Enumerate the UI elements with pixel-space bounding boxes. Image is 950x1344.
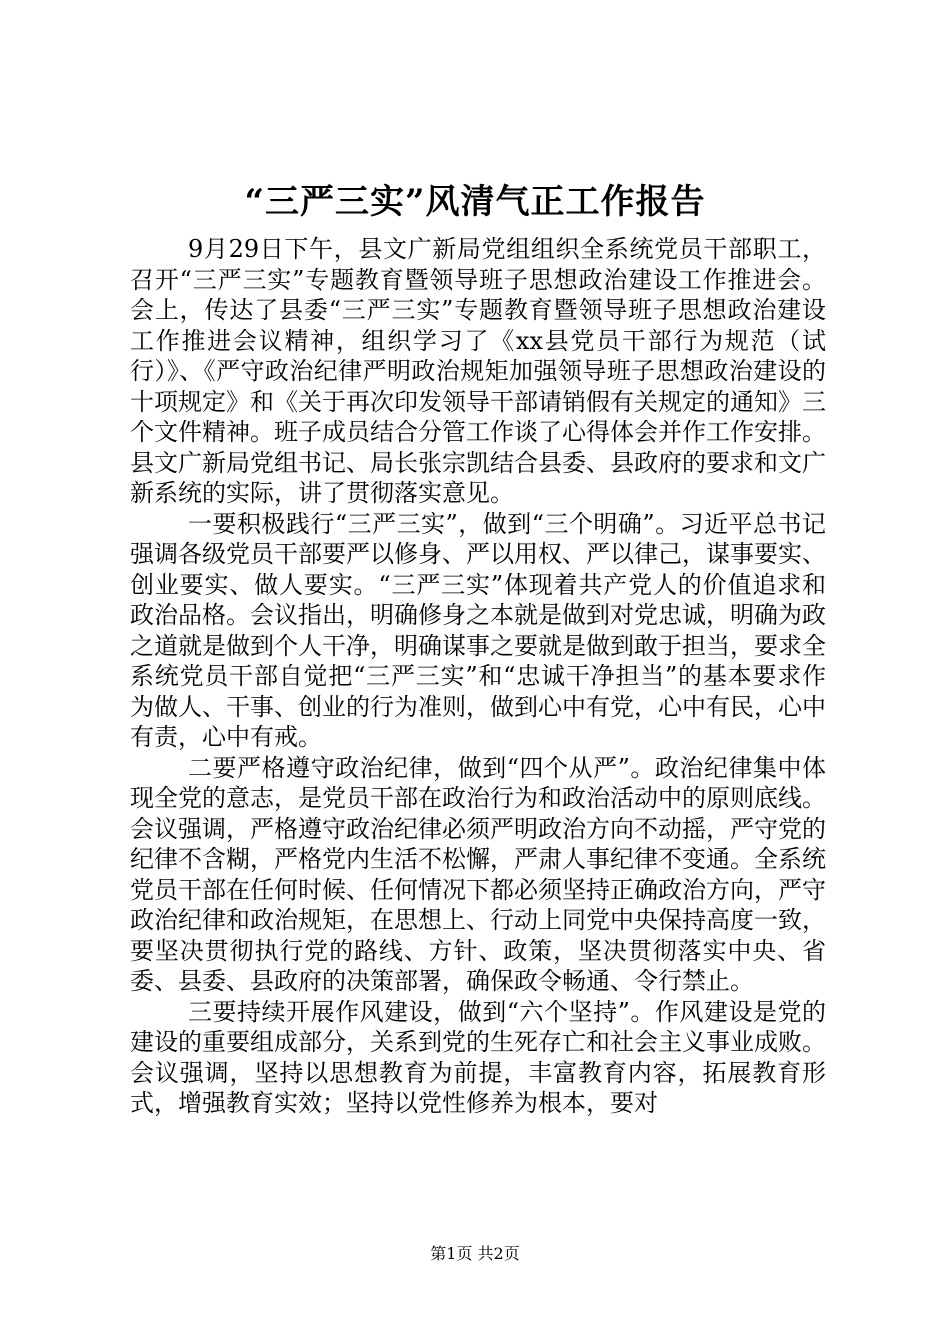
paragraph-point-one: 一要积极践行“三严三实”，做到“三个明确”。习近平总书记强调各级党员干部要严以修身、严以用权、严以律己，谋事要实、创业要实、做人要实。“三严三实”体现着共产党人的价值追求和政治品格。会议指出，明确修身之本就是做到对党忠诚，明确为政之道就是做到个人干净，明确谋事之要就是做到敢于担当，要求全系统党员干部自觉把“三严三实”和“忠诚干净担当”的基本要求作为做人、干事、创业的行为准则，做到心中有党，心中有民，心中有责，心中有戒。 <box>130 509 826 751</box>
paragraph-point-two: 二要严格遵守政治纪律，做到“四个从严”。政治纪律集中体现全党的意志，是党员干部在政治行为和政治活动中的原则底线。会议强调，严格遵守政治纪律必须严明政治方向不动摇，严守党的纪律不含糊，严格党内生活不松懈，严肃人事纪律不变通。全系统党员干部在任何时候、任何情况下都必须坚持正确政治方向，严守政治纪律和政治规矩，在思想上、行动上同党中央保持高度一致，要坚决贯彻执行党的路线、方针、政策，坚决贯彻落实中央、省委、县委、县政府的决策部署，确保政令畅通、令行禁止。 <box>130 753 826 995</box>
document-body <box>130 234 826 1119</box>
document-title: “三严三实”风清气正工作报告 <box>244 182 706 222</box>
page-number-footer: 第1页 共2页 <box>430 1244 520 1263</box>
paragraph-point-three: 三要持续开展作风建设，做到“六个坚持”。作风建设是党的建设的重要组成部分，关系到党的生死存亡和社会主义事业成败。会议强调，坚持以思想教育为前提，丰富教育内容，拓展教育形式，增强教育实效；坚持以党性修养为根本，要对 <box>130 997 826 1117</box>
paragraph-intro: 9月29日下午，县文广新局党组组织全系统党员干部职工，召开“三严三实”专题教育暨领导班子思想政治建设工作推进会。会上，传达了县委“三严三实”专题教育暨领导班子思想政治建设工作推进会议精神，组织学习了《xx县党员干部行为规范（试行）》、《严守政治纪律严明政治规矩加强领导班子思想政治建设的十项规定》和《关于再次印发领导干部请销假有关规定的通知》三个文件精神。班子成员结合分管工作谈了心得体会并作工作安排。县文广新局党组书记、局长张宗凯结合县委、县政府的要求和文广新系统的实际，讲了贯彻落实意见。 <box>130 235 826 507</box>
